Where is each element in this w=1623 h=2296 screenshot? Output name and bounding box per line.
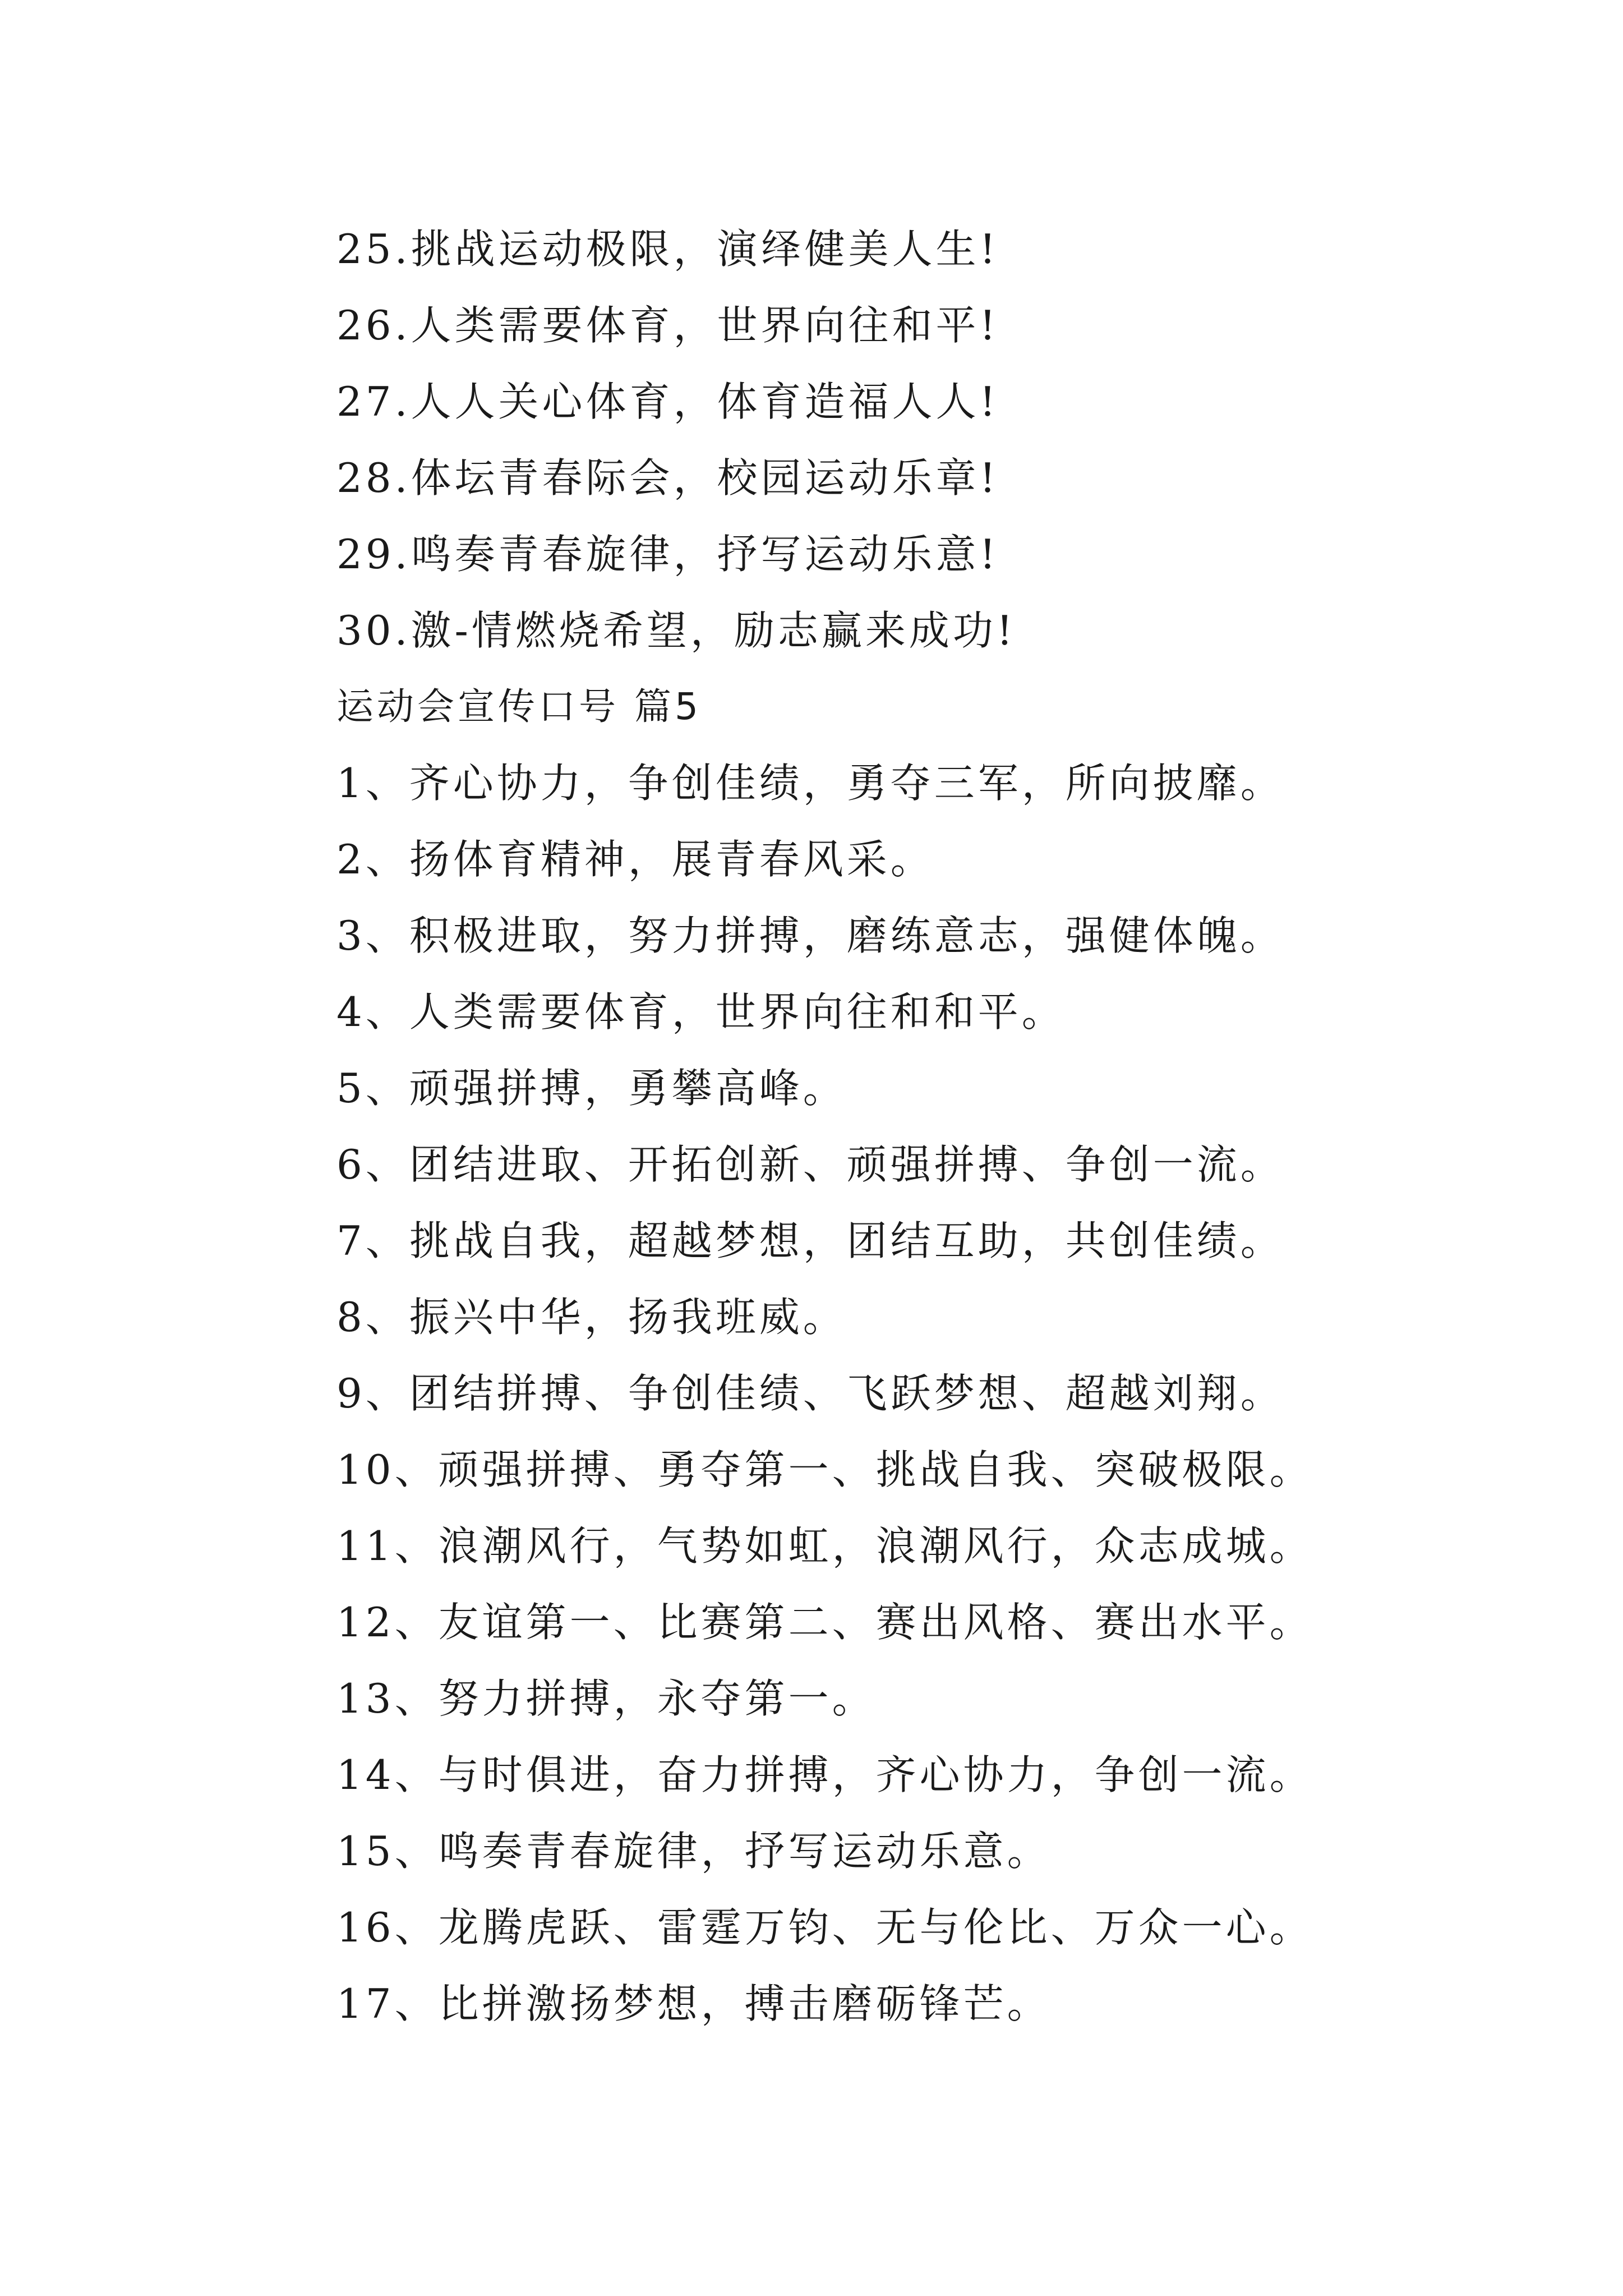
slogan-item-7: 7、挑战自我，超越梦想，团结互助，共创佳绩。 (336, 1217, 1284, 1264)
slogan-line-25: 25.挑战运动极限，演绎健美人生! (336, 226, 999, 273)
slogan-item-8: 8、振兴中华，扬我班威。 (336, 1294, 847, 1341)
slogan-item-5: 5、顽强拼搏，勇攀高峰。 (336, 1065, 847, 1112)
slogan-item-2: 2、扬体育精神，展青春风采。 (336, 836, 934, 883)
slogan-item-4: 4、人类需要体育，世界向往和和平。 (336, 988, 1066, 1036)
slogan-item-1: 1、齐心协力，争创佳绩，勇夺三军，所向披靡。 (336, 760, 1284, 807)
slogan-item-10: 10、顽强拼搏、勇夺第一、挑战自我、突破极限。 (336, 1446, 1313, 1493)
slogan-item-16: 16、龙腾虎跃、雷霆万钧、无与伦比、万众一心。 (336, 1904, 1313, 1951)
slogan-line-26: 26.人类需要体育，世界向往和平! (336, 302, 999, 349)
slogan-item-14: 14、与时俱进，奋力拼搏，齐心协力，争创一流。 (336, 1751, 1313, 1798)
slogan-item-13: 13、努力拼搏，永夺第一。 (336, 1675, 876, 1722)
slogan-line-28: 28.体坛青春际会，校园运动乐章! (336, 454, 999, 501)
slogan-item-3: 3、积极进取，努力拼搏，磨练意志，强健体魄。 (336, 912, 1284, 959)
slogan-item-6: 6、团结进取、开拓创新、顽强拼搏、争创一流。 (336, 1141, 1284, 1188)
section-heading: 运动会宣传口号 篇5 (336, 685, 702, 728)
slogan-item-9: 9、团结拼搏、争创佳绩、飞跃梦想、超越刘翔。 (336, 1370, 1284, 1417)
slogan-item-15: 15、鸣奏青春旋律，抒写运动乐意。 (336, 1828, 1051, 1875)
slogan-line-27: 27.人人关心体育，体育造福人人! (336, 378, 999, 425)
slogan-item-17: 17、比拼激扬梦想，搏击磨砺锋芒。 (336, 1980, 1051, 2027)
slogan-line-29: 29.鸣奏青春旋律，抒写运动乐意! (336, 531, 999, 578)
slogan-line-30: 30.激-情燃烧希望，励志赢来成功! (336, 607, 1016, 654)
slogan-item-12: 12、友谊第一、比赛第二、赛出风格、赛出水平。 (336, 1599, 1313, 1646)
slogan-item-11: 11、浪潮风行，气势如虹，浪潮风行，众志成城。 (336, 1522, 1313, 1570)
document-body (336, 211, 1542, 2042)
